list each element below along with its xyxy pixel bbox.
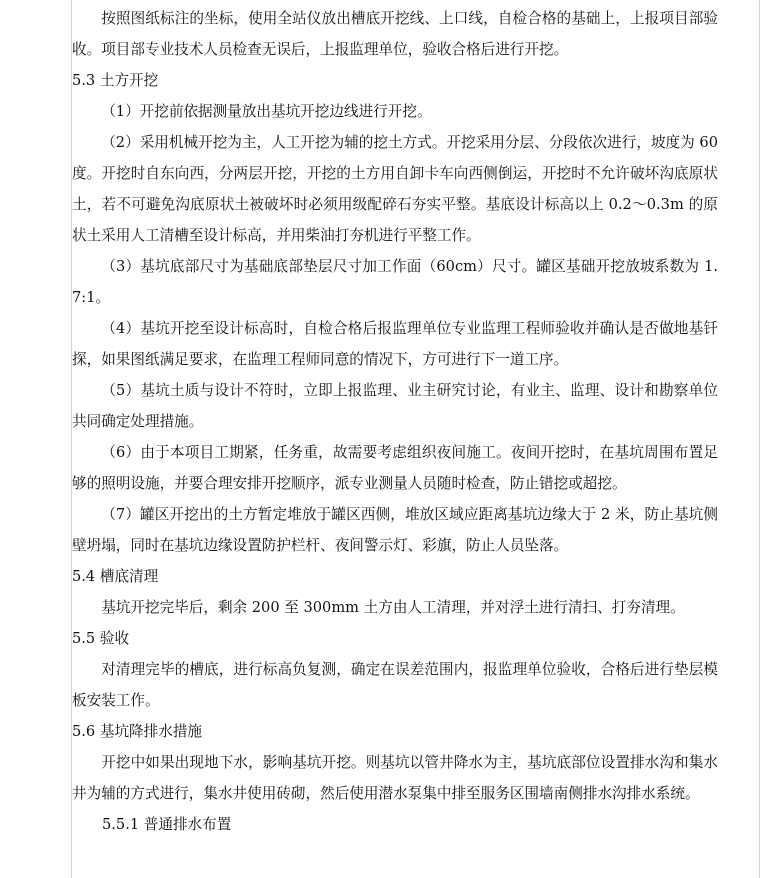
- paragraph-trench-cleaning: 基坑开挖完毕后，剩余 200 至 300mm 土方由人工清理，并对浮土进行清扫、打夯清理。: [101, 599, 685, 616]
- subheading-5-5-1: 5.5.1 普通排水布置: [102, 816, 232, 833]
- paragraph-item-1: （1）开挖前依据测量放出基坑开挖边线进行开挖。: [101, 103, 432, 120]
- heading-5-6: 5.6 基坑降排水措施: [72, 723, 203, 740]
- heading-5-5: 5.5 验收: [72, 630, 130, 647]
- paragraph-item-7: （7）罐区开挖出的土方暂定堆放于罐区西侧，堆放区域应距离基坑边缘大于 2 米，防止基坑侧壁坍塌，同时在基坑边缘设置防护栏杆、夜间警示灯、彩旗，防止人员坠落。: [72, 506, 718, 554]
- paragraph-survey-layout: 按照图纸标注的坐标，使用全站仪放出槽底开挖线、上口线，自检合格的基础上，上报项目部验收。项目部专业技术人员检查无误后，上报监理单位，验收合格后进行开挖。: [72, 10, 718, 58]
- paragraph-item-5: （5）基坑土质与设计不符时，立即上报监理、业主研究讨论，有业主、监理、设计和勘察单位共同确定处理措施。: [72, 382, 718, 430]
- paragraph-item-6: （6）由于本项目工期紧，任务重，故需要考虑组织夜间施工。夜间开挖时，在基坑周围布置足够的照明设施，并要合理安排开挖顺序，派专业测量人员随时检查，防止错挖或超挖。: [72, 444, 718, 492]
- paragraph-dewatering: 开挖中如果出现地下水，影响基坑开挖。则基坑以管井降水为主，基坑底部位设置排水沟和集水井为辅的方式进行，集水井使用砖砌，然后使用潜水泵集中排至服务区围墙南侧排水沟排水系统。: [72, 754, 718, 802]
- paragraph-item-4: （4）基坑开挖至设计标高时，自检合格后报监理单位专业监理工程师验收并确认是否做地基钎探，如果图纸满足要求，在监理工程师同意的情况下，方可进行下一道工序。: [72, 320, 718, 368]
- document-body: [72, 3, 718, 840]
- paragraph-item-3: （3）基坑底部尺寸为基础底部垫层尺寸加工作面（60cm）尺寸。罐区基础开挖放坡系数为 1.7:1。: [72, 258, 718, 306]
- heading-5-3: 5.3 土方开挖: [72, 72, 159, 89]
- page-right-border: [759, 0, 760, 878]
- paragraph-acceptance: 对清理完毕的槽底，进行标高负复测，确定在误差范围内，报监理单位验收，合格后进行垫层模板安装工作。: [72, 661, 718, 709]
- paragraph-item-2: （2）采用机械开挖为主，人工开挖为辅的挖土方式。开挖采用分层、分段依次进行，坡度为 60 度。开挖时自东向西，分两层开挖，开挖的土方用自卸卡车向西侧倒运，开挖时不允许破坏沟底原状土，若不可避免沟底原状土被破坏时必须用级配碎石夯实平整。基底设计标高以上 0.2～0.3m 的原状土采用人工清槽至设计标高，并用柴油打夯机进行平整工作。: [72, 134, 718, 244]
- heading-5-4: 5.4 槽底清理: [72, 568, 159, 585]
